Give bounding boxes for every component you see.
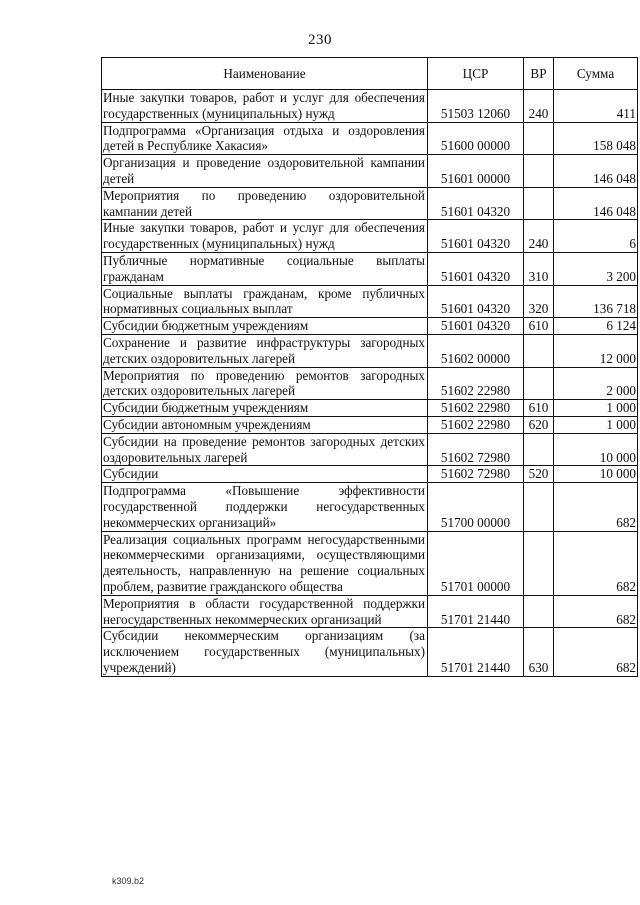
table-row	[102, 285, 638, 318]
row-sum: 6	[554, 220, 638, 253]
row-csr: 51601 04320	[428, 187, 524, 220]
header-vr: ВР	[524, 58, 554, 90]
row-name: Социальные выплаты гражданам, кроме публичных нормативных социальных выплат	[102, 285, 428, 318]
table-row	[102, 531, 638, 595]
row-name: Публичные нормативные социальные выплаты гражданам	[102, 252, 428, 285]
row-csr: 51700 00000	[428, 483, 524, 531]
row-csr: 51602 00000	[428, 334, 524, 367]
table-row	[102, 433, 638, 466]
row-sum: 12 000	[554, 334, 638, 367]
page-number: 230	[308, 32, 332, 48]
row-csr: 51601 00000	[428, 155, 524, 188]
header-name: Наименование	[102, 58, 428, 90]
row-csr: 51601 04320	[428, 252, 524, 285]
header-sum: Сумма	[554, 58, 638, 90]
row-csr: 51601 04320	[428, 318, 524, 335]
row-sum: 1 000	[554, 400, 638, 417]
table-row	[102, 252, 638, 285]
row-name: Реализация социальных программ негосударственными некоммерческими организациями, осуществляющими деятельность, направленную на решение социальных проблем, развитие гражданского общества	[102, 531, 428, 595]
row-sum: 1 000	[554, 416, 638, 433]
row-name: Субсидии	[102, 466, 428, 483]
row-csr: 51701 21440	[428, 628, 524, 676]
row-sum: 10 000	[554, 466, 638, 483]
row-sum: 682	[554, 483, 638, 531]
row-vr: 240	[524, 90, 554, 123]
row-name: Подпрограмма «Организация отдыха и оздоровления детей в Республике Хакасия»	[102, 122, 428, 155]
row-vr	[524, 367, 554, 400]
budget-table	[101, 57, 638, 677]
row-csr: 51601 04320	[428, 285, 524, 318]
row-sum: 146 048	[554, 155, 638, 188]
row-name: Мероприятия по проведению ремонтов загородных детских оздоровительных лагерей	[102, 367, 428, 400]
table-row	[102, 122, 638, 155]
table-row	[102, 628, 638, 676]
table-row	[102, 595, 638, 628]
row-vr	[524, 122, 554, 155]
row-vr	[524, 187, 554, 220]
table-row	[102, 90, 638, 123]
table-row	[102, 400, 638, 417]
row-vr	[524, 433, 554, 466]
row-name: Мероприятия в области государственной поддержки негосударственных некоммерческих организаций	[102, 595, 428, 628]
table-row	[102, 483, 638, 531]
table-row	[102, 367, 638, 400]
row-name: Субсидии бюджетным учреждениям	[102, 400, 428, 417]
row-sum: 146 048	[554, 187, 638, 220]
row-csr: 51701 00000	[428, 531, 524, 595]
row-csr: 51602 72980	[428, 466, 524, 483]
row-name: Субсидии некоммерческим организациям (за исключением государственных (муниципальных) учреждений)	[102, 628, 428, 676]
row-sum: 158 048	[554, 122, 638, 155]
row-name: Сохранение и развитие инфраструктуры загородных детских оздоровительных лагерей	[102, 334, 428, 367]
row-sum: 682	[554, 595, 638, 628]
row-csr: 51602 22980	[428, 416, 524, 433]
row-vr: 610	[524, 400, 554, 417]
row-name: Иные закупки товаров, работ и услуг для обеспечения государственных (муниципальных) нужд	[102, 220, 428, 253]
row-vr	[524, 531, 554, 595]
row-sum: 6 124	[554, 318, 638, 335]
table-row	[102, 416, 638, 433]
footer-code: k309.b2	[112, 876, 145, 886]
table-row	[102, 466, 638, 483]
row-vr	[524, 155, 554, 188]
header-csr: ЦСР	[428, 58, 524, 90]
row-csr: 51602 72980	[428, 433, 524, 466]
row-name: Субсидии бюджетным учреждениям	[102, 318, 428, 335]
row-sum: 682	[554, 628, 638, 676]
row-csr: 51701 21440	[428, 595, 524, 628]
row-csr: 51600 00000	[428, 122, 524, 155]
row-vr	[524, 334, 554, 367]
row-sum: 411	[554, 90, 638, 123]
row-vr: 240	[524, 220, 554, 253]
row-vr	[524, 595, 554, 628]
table-header-row	[102, 58, 638, 90]
row-name: Мероприятия по проведению оздоровительной кампании детей	[102, 187, 428, 220]
row-csr: 51602 22980	[428, 400, 524, 417]
row-name: Организация и проведение оздоровительной кампании детей	[102, 155, 428, 188]
row-vr: 630	[524, 628, 554, 676]
row-name: Иные закупки товаров, работ и услуг для обеспечения государственных (муниципальных) нужд	[102, 90, 428, 123]
row-csr: 51503 12060	[428, 90, 524, 123]
table-row	[102, 187, 638, 220]
table-row	[102, 220, 638, 253]
row-sum: 10 000	[554, 433, 638, 466]
table-row	[102, 318, 638, 335]
row-vr: 320	[524, 285, 554, 318]
table-row	[102, 334, 638, 367]
row-vr: 310	[524, 252, 554, 285]
row-vr: 520	[524, 466, 554, 483]
row-name: Субсидии на проведение ремонтов загородных детских оздоровительных лагерей	[102, 433, 428, 466]
row-name: Субсидии автономным учреждениям	[102, 416, 428, 433]
row-vr: 620	[524, 416, 554, 433]
row-csr: 51602 22980	[428, 367, 524, 400]
table-row	[102, 155, 638, 188]
row-vr: 610	[524, 318, 554, 335]
row-name: Подпрограмма «Повышение эффективности государственной поддержки негосударственных некоммерческих организаций»	[102, 483, 428, 531]
row-sum: 3 200	[554, 252, 638, 285]
row-sum: 136 718	[554, 285, 638, 318]
row-csr: 51601 04320	[428, 220, 524, 253]
row-sum: 682	[554, 531, 638, 595]
row-vr	[524, 483, 554, 531]
row-sum: 2 000	[554, 367, 638, 400]
